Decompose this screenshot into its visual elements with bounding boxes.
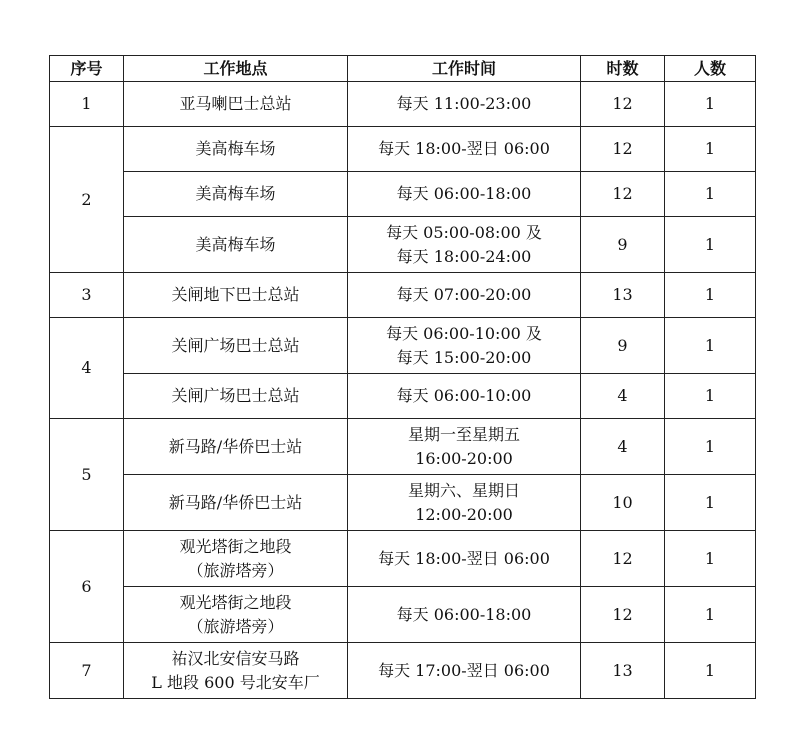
work-schedule-table	[49, 55, 756, 699]
cell-hours: 4	[581, 419, 665, 475]
cell-hours: 12	[581, 172, 665, 217]
time-line: 每天 05:00-08:00 及	[386, 222, 542, 242]
time-line: 星期一至星期五	[407, 424, 520, 444]
cell-hours: 13	[581, 643, 665, 699]
cell-hours: 9	[581, 217, 665, 273]
cell-location	[124, 587, 348, 643]
cell-people: 1	[665, 82, 756, 127]
location-line: 新马路/华侨巴士站	[168, 492, 303, 512]
location-line: （旅游塔旁）	[187, 560, 284, 580]
time-line: 星期六、星期日	[407, 480, 520, 500]
location-line: 新马路/华侨巴士站	[168, 436, 303, 456]
cell-location	[124, 475, 348, 531]
cell-people: 1	[665, 318, 756, 374]
cell-seq: 2	[50, 127, 124, 273]
time-line: 每天 07:00-20:00	[396, 285, 532, 304]
cell-hours: 12	[581, 127, 665, 172]
cell-hours: 4	[581, 374, 665, 419]
cell-location	[124, 419, 348, 475]
table-row	[50, 273, 756, 318]
cell-location	[124, 82, 348, 127]
cell-location	[124, 172, 348, 217]
table-row	[50, 531, 756, 587]
cell-people: 1	[665, 127, 756, 172]
cell-time	[348, 82, 581, 127]
table-row	[50, 127, 756, 172]
header-people: 人数	[665, 56, 756, 82]
cell-location	[124, 217, 348, 273]
header-hours: 时数	[581, 56, 665, 82]
time-line: 每天 18:00-24:00	[396, 246, 532, 266]
table-row	[50, 217, 756, 273]
table-row	[50, 82, 756, 127]
cell-people: 1	[665, 587, 756, 643]
cell-hours: 12	[581, 82, 665, 127]
cell-time	[348, 217, 581, 273]
cell-time	[348, 273, 581, 318]
cell-time	[348, 587, 581, 643]
cell-location	[124, 374, 348, 419]
table-row	[50, 643, 756, 699]
time-line: 每天 18:00-翌日 06:00	[378, 548, 550, 568]
cell-hours: 10	[581, 475, 665, 531]
table-row	[50, 419, 756, 475]
cell-people: 1	[665, 172, 756, 217]
time-line: 每天 17:00-翌日 06:00	[378, 660, 550, 680]
cell-location	[124, 127, 348, 172]
cell-time	[348, 127, 581, 172]
cell-location	[124, 273, 348, 318]
cell-people: 1	[665, 531, 756, 587]
cell-people: 1	[665, 374, 756, 419]
cell-people: 1	[665, 273, 756, 318]
time-line: 每天 06:00-10:00	[396, 386, 532, 405]
location-line: 关闸广场巴士总站	[171, 335, 300, 355]
cell-seq: 4	[50, 318, 124, 419]
location-line: 关闸广场巴士总站	[171, 386, 300, 405]
cell-time	[348, 374, 581, 419]
location-line: 美高梅车场	[195, 234, 276, 254]
cell-hours: 9	[581, 318, 665, 374]
header-seq: 序号	[50, 56, 124, 82]
time-line: 每天 06:00-18:00	[396, 184, 532, 203]
table-row	[50, 374, 756, 419]
cell-people: 1	[665, 643, 756, 699]
table-row	[50, 172, 756, 217]
cell-time	[348, 318, 581, 374]
time-line: 每天 06:00-10:00 及	[386, 323, 542, 343]
location-line: 观光塔街之地段	[179, 536, 292, 556]
header-location: 工作地点	[124, 56, 348, 82]
cell-seq: 7	[50, 643, 124, 699]
cell-people: 1	[665, 217, 756, 273]
cell-seq: 5	[50, 419, 124, 531]
cell-seq: 1	[50, 82, 124, 127]
time-line: 每天 11:00-23:00	[396, 94, 532, 113]
cell-time	[348, 475, 581, 531]
time-line: 每天 06:00-18:00	[396, 604, 532, 624]
location-line: L 地段 600 号北安车厂	[151, 672, 320, 692]
table-header-row	[50, 56, 756, 82]
cell-location	[124, 318, 348, 374]
time-line: 每天 18:00-翌日 06:00	[378, 139, 550, 158]
table-row	[50, 318, 756, 374]
cell-time	[348, 419, 581, 475]
location-line: （旅游塔旁）	[187, 616, 284, 636]
location-line: 美高梅车场	[195, 184, 276, 203]
table-body	[50, 82, 756, 699]
header-time: 工作时间	[348, 56, 581, 82]
location-line: 祐汉北安信安马路	[171, 648, 300, 668]
cell-time	[348, 531, 581, 587]
cell-hours: 12	[581, 587, 665, 643]
table-row	[50, 475, 756, 531]
cell-people: 1	[665, 419, 756, 475]
location-line: 观光塔街之地段	[179, 592, 292, 612]
cell-hours: 13	[581, 273, 665, 318]
location-line: 关闸地下巴士总站	[171, 285, 300, 304]
cell-location	[124, 643, 348, 699]
time-line: 12:00-20:00	[415, 504, 513, 524]
cell-location	[124, 531, 348, 587]
time-line: 16:00-20:00	[415, 448, 513, 468]
cell-time	[348, 172, 581, 217]
cell-people: 1	[665, 475, 756, 531]
location-line: 美高梅车场	[195, 139, 276, 158]
cell-time	[348, 643, 581, 699]
location-line: 亚马喇巴士总站	[179, 94, 292, 113]
table-row	[50, 587, 756, 643]
cell-hours: 12	[581, 531, 665, 587]
cell-seq: 6	[50, 531, 124, 643]
cell-seq: 3	[50, 273, 124, 318]
time-line: 每天 15:00-20:00	[396, 347, 532, 367]
